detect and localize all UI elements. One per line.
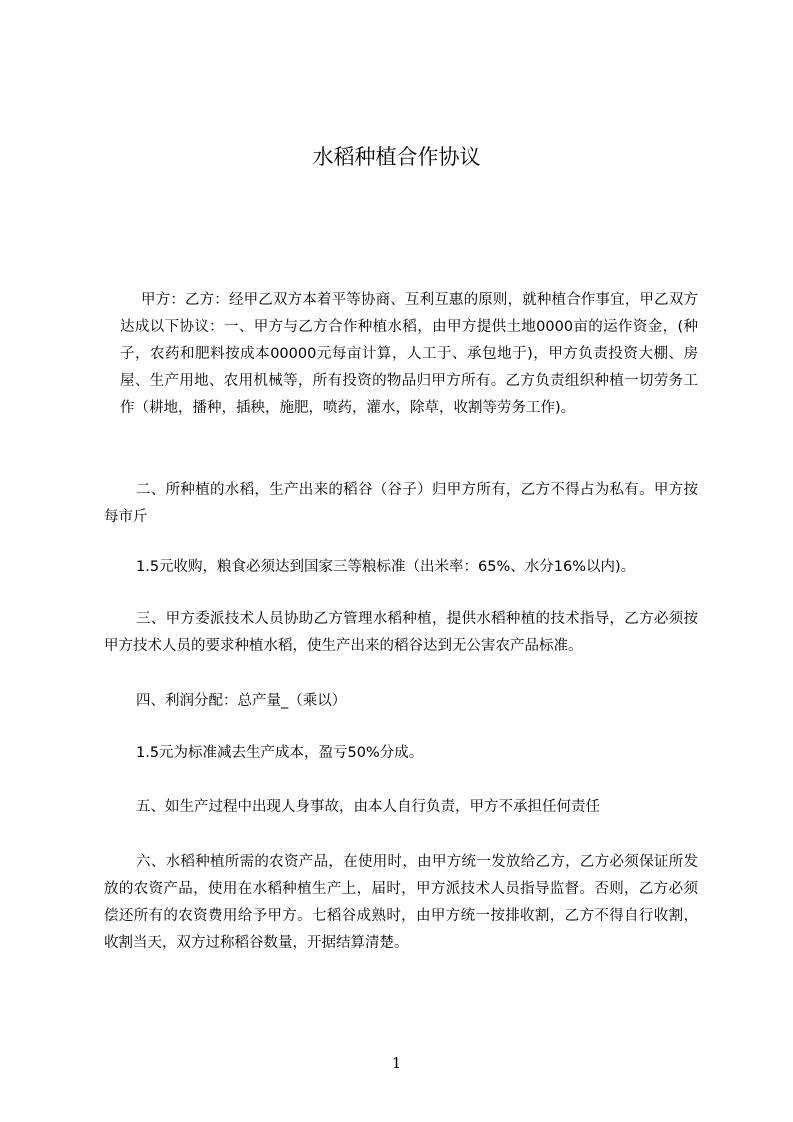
paragraph-purchase-price: 1.5元收购，粮食必须达到国家三等粮标准（出米率：65%、水分16%以内)。	[136, 559, 636, 575]
paragraph-clause-6-7: 六、水稻种植所需的农资产品，在使用时，由甲方统一发放给乙方，乙方必须保证所发放的农资产品，使用在水稻种植生产上，届时，甲方派技术人员指导监督。否则，乙方必须偿还所有的农资费用给予甲方。七稻谷成熟时，由甲方统一按排收割，乙方不得自行收割，收割当天，双方过称稻谷数量，开据结算清楚。	[104, 854, 698, 951]
paragraph-profit-split: 1.5元为标准减去生产成本，盈亏50%分成。	[136, 745, 424, 761]
paragraph-clause-3: 三、甲方委派技术人员协助乙方管理水稻种植，提供水稻种植的技术指导，乙方必须按甲方技术人员的要求种植水稻，使生产出来的稻谷达到无公害农产品标准。	[104, 611, 698, 654]
paragraph-parties-and-clause-1: 甲方：乙方：经甲乙双方本着平等协商、互利互惠的原则，就种植合作事宜，甲乙双方达成以下协议：一、甲方与乙方合作种植水稻，由甲方提供土地0000亩的运作资金，(种子，农药和肥料按成本00000元每亩计算，人工于、承包地于)，甲方负责投资大棚、房屋、生产用地、农用机械等，所有投资的物品归甲方所有。乙方负责组织种植一切劳务工作（耕地，播种，插秧，施肥，喷药，灌水，除草，收割等劳务工作)。	[120, 292, 698, 416]
page-number: 1	[391, 1054, 402, 1072]
paragraph-clause-2: 二、所种植的水稻，生产出来的稻谷（谷子）归甲方所有，乙方不得占为私有。甲方按每市斤	[104, 482, 698, 525]
document-title: 水稻种植合作协议	[312, 145, 481, 169]
paragraph-clause-4: 四、利润分配：总产量_（乘以）	[136, 693, 347, 709]
paragraph-clause-5: 五、如生产过程中出现人身事故，由本人自行负责，甲方不承担任何责任	[136, 799, 600, 815]
